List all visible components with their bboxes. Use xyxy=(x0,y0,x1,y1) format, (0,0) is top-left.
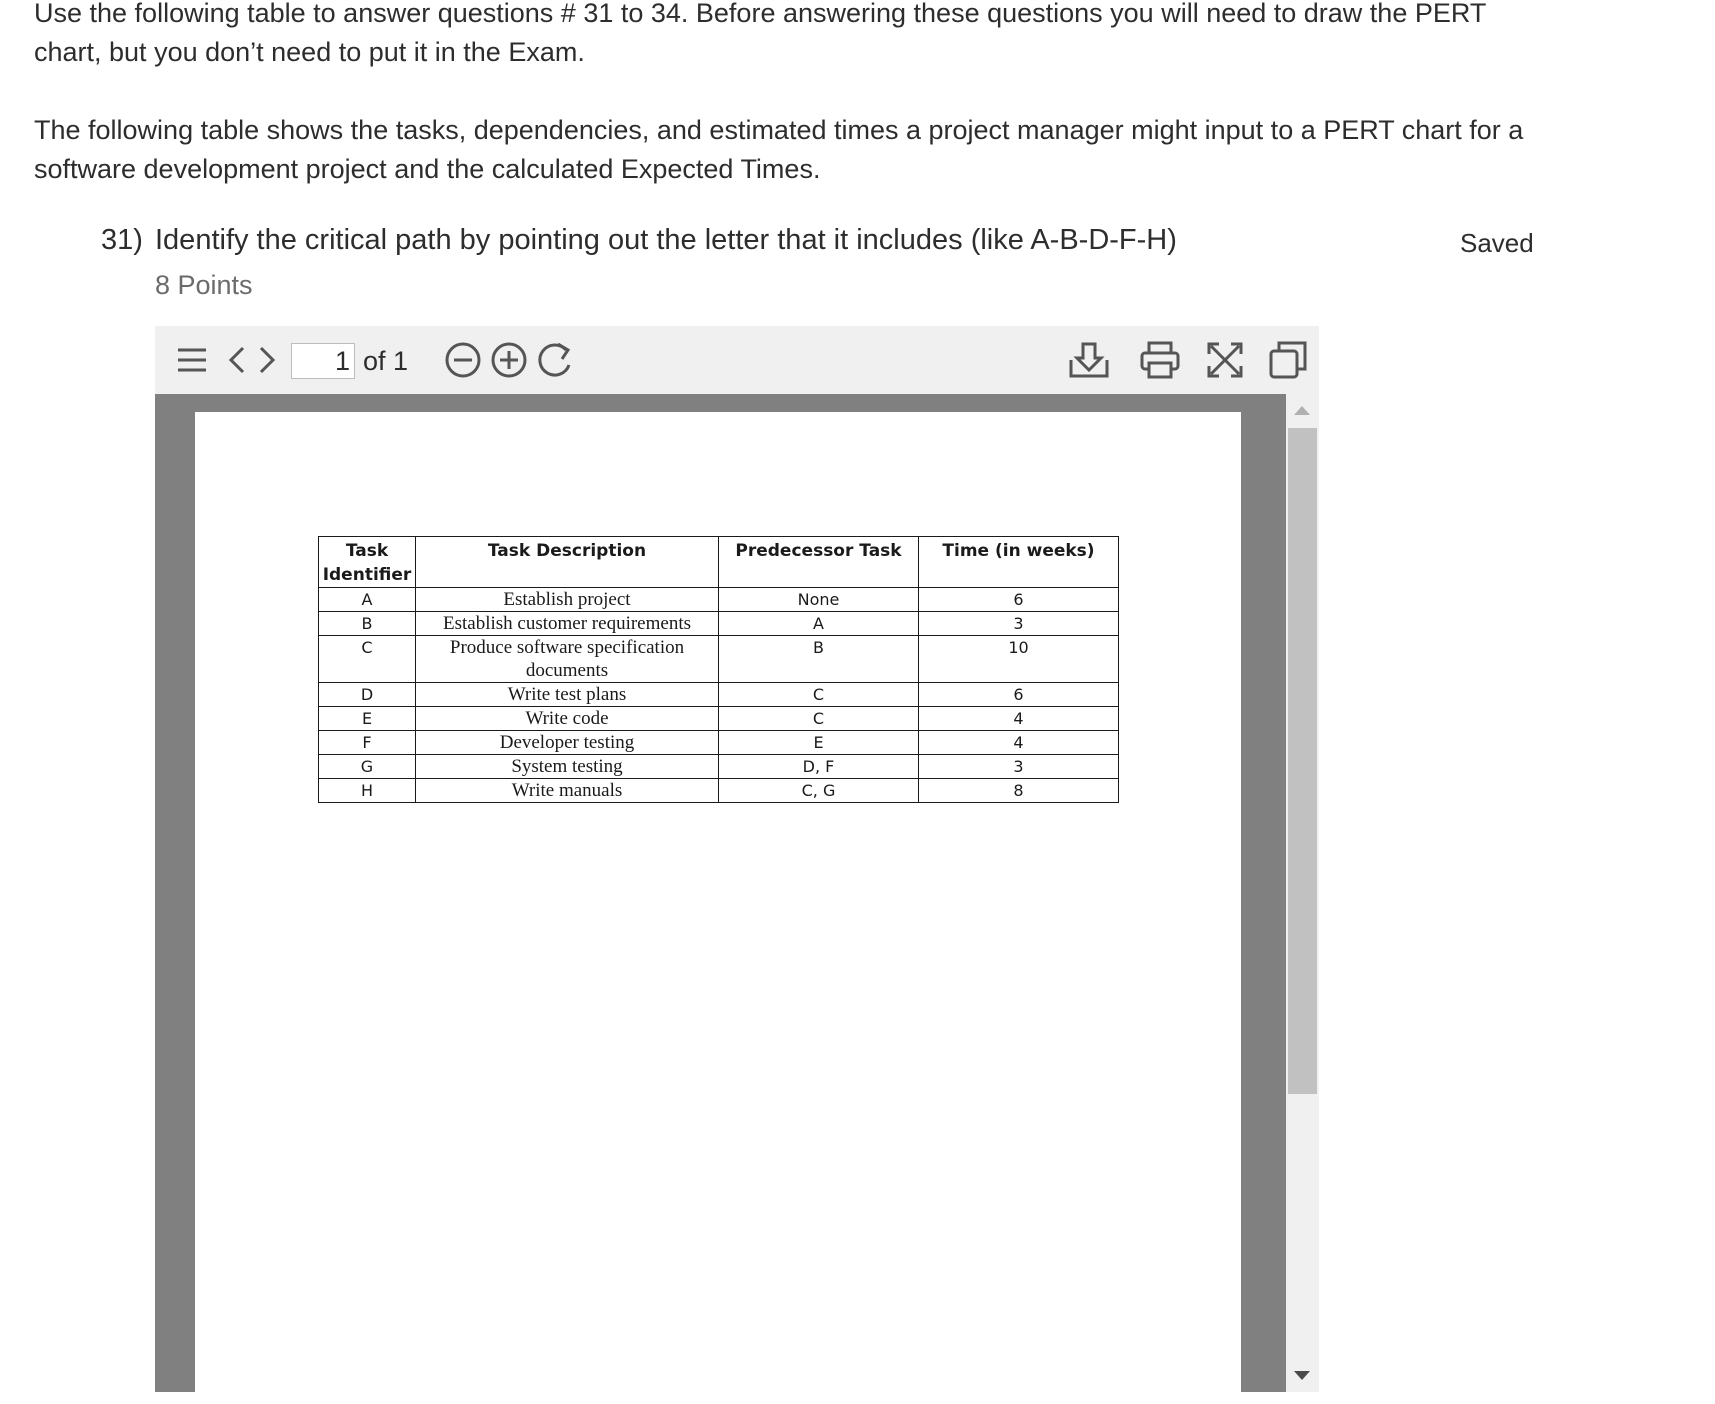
table-row xyxy=(319,612,1119,636)
question-text: Identify the critical path by pointing out the letter that it includes (like A-B-D-F-H) xyxy=(155,224,1177,256)
time-cell: 4 xyxy=(919,707,1119,731)
table-row xyxy=(319,636,1119,683)
task-description-cell: Developer testing xyxy=(416,731,719,755)
saved-status: Saved xyxy=(1460,228,1534,258)
intro-paragraph-1: Use the following table to answer questions # 31 to 34. Before answering these questions you will need to draw the PERT chart, but you don’t need to put it in the Exam. xyxy=(34,0,1486,67)
pdf-page xyxy=(195,412,1241,1392)
task-description-cell: Write manuals xyxy=(416,779,719,803)
task-id-cell: D xyxy=(319,683,416,707)
zoom-out-icon[interactable] xyxy=(443,340,483,380)
predecessor-cell: None xyxy=(719,588,919,612)
question-number: 31) xyxy=(101,224,143,256)
intro-paragraph-2: The following table shows the tasks, dependencies, and estimated times a project manager might input to a PERT chart for a software development project and the calculated Expected Times. xyxy=(34,115,1524,184)
table-row xyxy=(319,779,1119,803)
scroll-down-arrow-icon[interactable] xyxy=(1294,1371,1310,1380)
pdf-toolbar xyxy=(155,326,1319,394)
header-task-description: Task Description xyxy=(416,537,719,588)
time-cell: 10 xyxy=(919,636,1119,683)
table-row xyxy=(319,683,1119,707)
time-cell: 3 xyxy=(919,755,1119,779)
table-row xyxy=(319,731,1119,755)
task-id-cell: C xyxy=(319,636,416,683)
popout-icon[interactable] xyxy=(1267,340,1309,380)
page-number-input[interactable]: 1 xyxy=(291,343,355,379)
time-cell: 6 xyxy=(919,683,1119,707)
page-total-label: of 1 xyxy=(363,346,409,376)
table-row xyxy=(319,755,1119,779)
header-task-identifier xyxy=(319,537,416,588)
zoom-in-icon[interactable] xyxy=(489,340,529,380)
task-description-cell: System testing xyxy=(416,755,719,779)
table-header-row xyxy=(319,537,1119,588)
time-cell: 6 xyxy=(919,588,1119,612)
predecessor-cell: B xyxy=(719,636,919,683)
vertical-scrollbar[interactable] xyxy=(1286,394,1319,1392)
task-id-cell: E xyxy=(319,707,416,731)
previous-page-icon[interactable] xyxy=(227,340,247,380)
predecessor-cell: A xyxy=(719,612,919,636)
task-description-cell: Establish project xyxy=(416,588,719,612)
pdf-canvas xyxy=(155,394,1286,1392)
predecessor-cell: C, G xyxy=(719,779,919,803)
predecessor-cell: D, F xyxy=(719,755,919,779)
header-time: Time (in weeks) xyxy=(919,537,1119,588)
next-page-icon[interactable] xyxy=(257,340,277,380)
predecessor-cell: E xyxy=(719,731,919,755)
pert-task-table xyxy=(318,536,1119,803)
time-cell: 3 xyxy=(919,612,1119,636)
table-row xyxy=(319,707,1119,731)
task-id-cell: F xyxy=(319,731,416,755)
task-id-cell: B xyxy=(319,612,416,636)
question-points: 8 Points xyxy=(155,270,253,300)
time-cell: 8 xyxy=(919,779,1119,803)
predecessor-cell: C xyxy=(719,683,919,707)
task-id-cell: H xyxy=(319,779,416,803)
time-cell: 4 xyxy=(919,731,1119,755)
task-description-cell: Establish customer requirements xyxy=(416,612,719,636)
fullscreen-icon[interactable] xyxy=(1205,340,1245,380)
task-description-cell: Write test plans xyxy=(416,683,719,707)
scroll-thumb[interactable] xyxy=(1288,428,1317,1094)
task-id-cell: A xyxy=(319,588,416,612)
task-description-cell: Produce software specification documents xyxy=(416,636,719,683)
menu-icon[interactable] xyxy=(175,340,209,380)
header-task-identifier-line1: Task Identifier xyxy=(322,541,412,585)
rotate-icon[interactable] xyxy=(535,340,577,380)
predecessor-cell: C xyxy=(719,707,919,731)
scroll-up-arrow-icon[interactable] xyxy=(1294,406,1310,415)
download-icon[interactable] xyxy=(1067,340,1111,380)
print-icon[interactable] xyxy=(1139,340,1181,380)
table-row xyxy=(319,588,1119,612)
task-id-cell: G xyxy=(319,755,416,779)
task-description-cell: Write code xyxy=(416,707,719,731)
header-predecessor-task: Predecessor Task xyxy=(719,537,919,588)
pdf-viewer xyxy=(155,326,1319,1392)
